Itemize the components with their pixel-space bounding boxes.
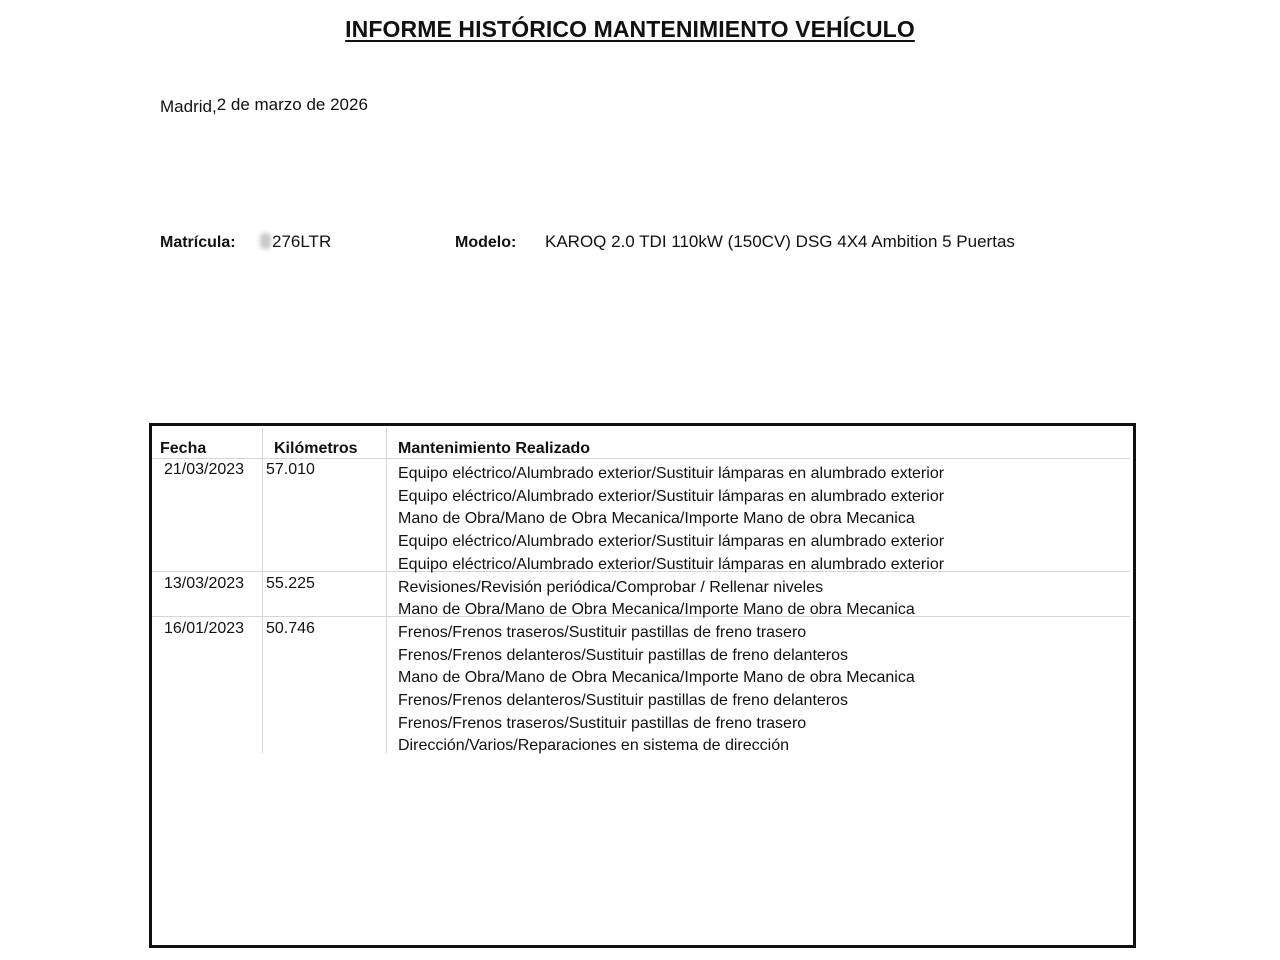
maintenance-item: Frenos/Frenos delanteros/Sustituir pastillas de freno delanteros: [398, 646, 849, 664]
maintenance-item: Frenos/Frenos traseros/Sustituir pastillas de freno trasero: [398, 714, 807, 732]
maintenance-item: Mano de Obra/Mano de Obra Mecanica/Importe Mano de obra Mecanica: [398, 669, 915, 687]
maintenance-item: Frenos/Frenos delanteros/Sustituir pastillas de freno delanteros: [398, 691, 849, 709]
header-rule: [152, 458, 1130, 459]
plate-number: 276LTR: [272, 232, 332, 251]
maintenance-items: [398, 463, 944, 576]
maintenance-item: Equipo eléctrico/Alumbrado exterior/Sustituir lámparas en alumbrado exterior: [398, 465, 945, 482]
maintenance-items: [398, 622, 915, 758]
row-km: 57.010: [266, 461, 315, 478]
row-date: 16/01/2023: [164, 619, 245, 637]
header-date: Fecha: [160, 440, 207, 457]
maintenance-item: Equipo eléctrico/Alumbrado exterior/Sustituir lámparas en alumbrado exterior: [398, 555, 945, 573]
plate-value: [260, 232, 331, 252]
report-title: INFORME HISTÓRICO MANTENIMIENTO VEHÍCULO: [345, 16, 915, 42]
model-label: Modelo:: [455, 234, 517, 251]
maintenance-item: Mano de Obra/Mano de Obra Mecanica/Importe Mano de obra Mecanica: [398, 510, 915, 528]
maintenance-item: Equipo eléctrico/Alumbrado exterior/Sustituir lámparas en alumbrado exterior: [398, 533, 945, 551]
header-maintenance: Mantenimiento Realizado: [398, 440, 591, 457]
place-date: [160, 95, 368, 115]
maintenance-item: Dirección/Varios/Reparaciones en sistema de dirección: [398, 737, 789, 755]
maintenance-item: Revisiones/Revisión periódica/Comprobar / Rellenar niveles: [398, 578, 824, 596]
column-divider: [262, 428, 263, 753]
maintenance-table: [149, 423, 1136, 948]
report-date: 2 de marzo de 2026: [216, 95, 368, 114]
column-divider: [386, 428, 387, 753]
row-date: 13/03/2023: [164, 574, 245, 592]
row-km: 50.746: [266, 619, 315, 637]
plate-label: Matrícula:: [160, 234, 236, 251]
model-value: KAROQ 2.0 TDI 110kW (150CV) DSG 4X4 Ambition 5 Puertas: [545, 232, 1015, 251]
redacted-mark: [260, 233, 271, 249]
header-km: Kilómetros: [274, 440, 358, 457]
place: Madrid,: [160, 97, 217, 116]
row-date: 21/03/2023: [164, 461, 245, 478]
maintenance-items: [398, 577, 915, 622]
maintenance-item: Equipo eléctrico/Alumbrado exterior/Sustituir lámparas en alumbrado exterior: [398, 487, 945, 505]
maintenance-item: Frenos/Frenos traseros/Sustituir pastillas de freno trasero: [398, 623, 807, 641]
maintenance-item: Mano de Obra/Mano de Obra Mecanica/Importe Mano de obra Mecanica: [398, 601, 915, 619]
row-km: 55.225: [266, 574, 315, 592]
